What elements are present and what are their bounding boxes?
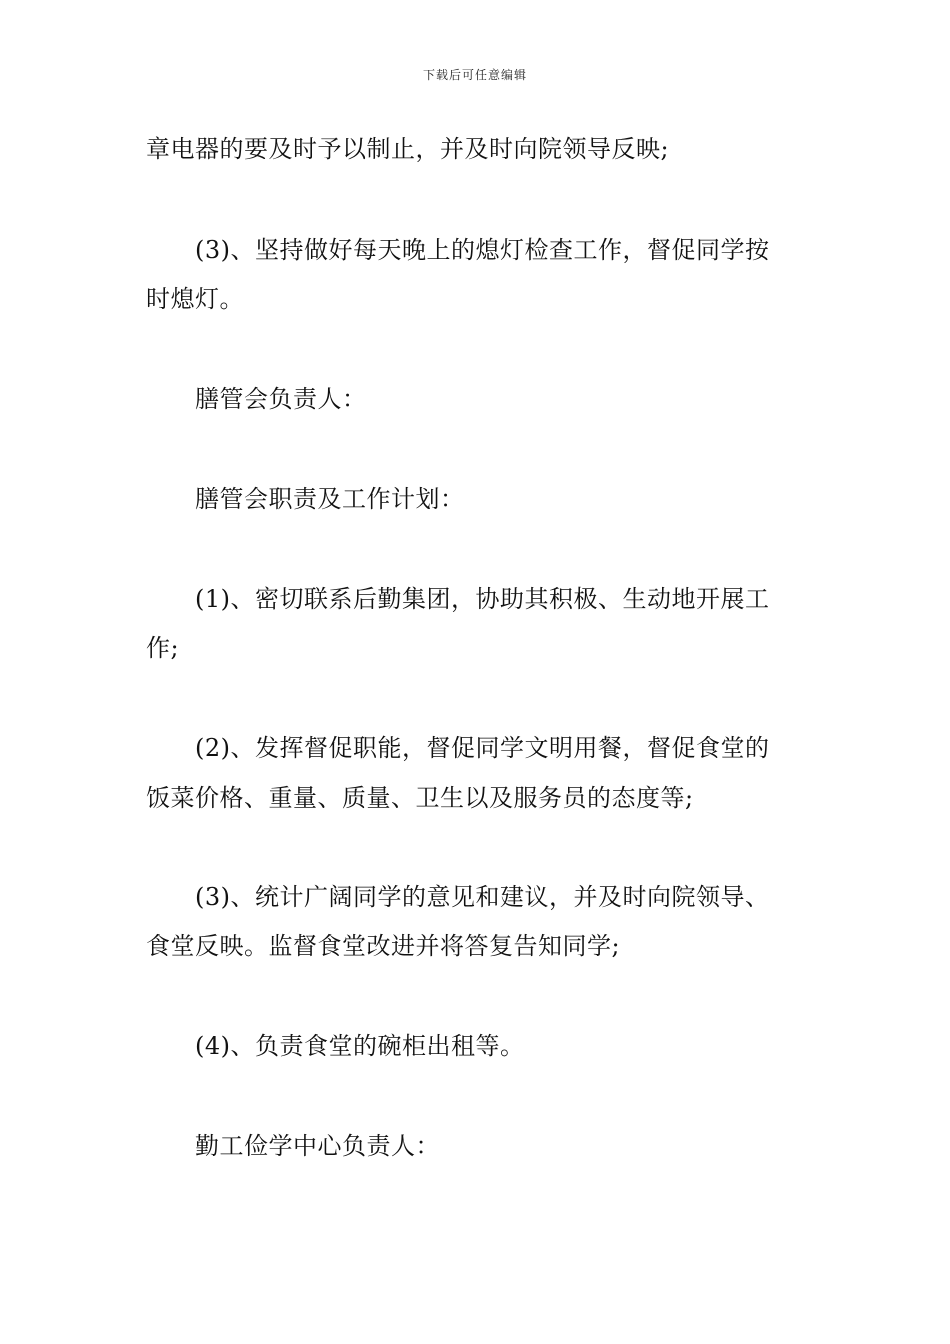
paragraph-line: (1)、密切联系后勤集团，协助其积极、生动地开展工 [195, 585, 770, 613]
paragraph-line: (4)、负责食堂的碗柜出租等。 [195, 1032, 525, 1060]
paragraph-line: (2)、发挥督促职能，督促同学文明用餐，督促食堂的 [195, 734, 770, 762]
paragraph-line: (3)、统计广阔同学的意见和建议，并及时向院领导、 [195, 883, 770, 911]
paragraph-line: 时熄灯。 [146, 285, 244, 313]
paragraph-line: 章电器的要及时予以制止，并及时向院领导反映; [146, 135, 670, 163]
paragraph-line: 作; [146, 634, 180, 662]
paragraph-line: (3)、坚持做好每天晚上的熄灯检查工作，督促同学按 [195, 236, 770, 264]
page-header-note: 下载后可任意编辑 [422, 68, 527, 82]
paragraph-line: 食堂反映。监督食堂改进并将答复告知同学; [146, 932, 621, 960]
section-heading: 勤工俭学中心负责人： [195, 1132, 440, 1160]
section-heading: 膳管会职责及工作计划： [195, 485, 465, 513]
section-heading: 膳管会负责人： [195, 385, 367, 413]
paragraph-line: 饭菜价格、重量、质量、卫生以及服务员的态度等; [146, 784, 694, 812]
